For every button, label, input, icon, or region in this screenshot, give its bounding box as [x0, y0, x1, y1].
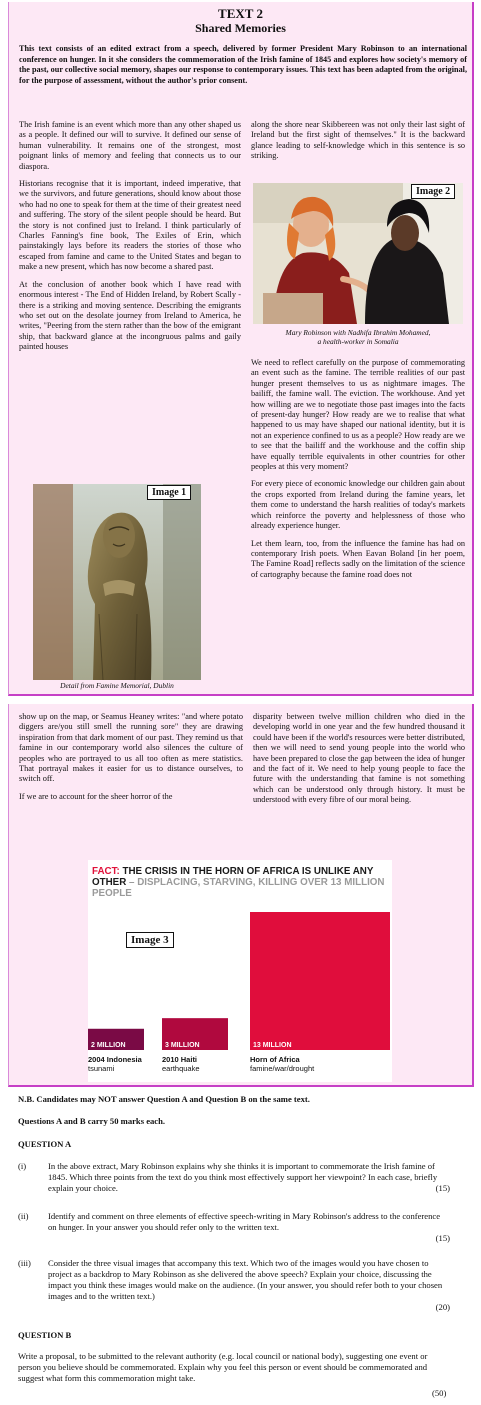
left-paragraph-3: At the conclusion of another book which I have read with enormous interest - The End of Hidden Ireland, by Robert Scally - there is a striking and moving sentence. Describing the emigrants who set out on the desolate journey from Ireland to America, he writes, "Peering from the stern rather than the bow of the emigrant ship, that backward glance at the incongruous palms and gaily painted houses	[19, 279, 241, 352]
panel2-left-paragraph-2: If we are to account for the sheer horror of the	[19, 791, 173, 801]
bar-value-label-2: 13 MILLION	[253, 1042, 292, 1049]
nb-instruction: N.B. Candidates may NOT answer Question A and Question B on the same text.	[18, 1094, 310, 1104]
image-2-caption	[253, 328, 463, 346]
image-1-caption: Detail from Famine Memorial, Dublin	[60, 681, 174, 690]
question-marks: (15)	[435, 1183, 450, 1193]
text-number-title: TEXT 2	[218, 6, 263, 21]
category-sublabel-1: earthquake	[162, 1064, 200, 1073]
image-1-label: Image 1	[147, 485, 191, 500]
intro-paragraph: This text consists of an edited extract from a speech, delivered by former President Mary Robinson to an international conference on hunger. In it she considers the commemoration of the Irish famine of 1845 and explores how society's memory of the past, our collective social memory, shapes our response to contemporary issues. This text has been adapted from the original, for the purpose of assessment, without the author's prior consent.	[19, 44, 467, 85]
question-b-heading: QUESTION B	[18, 1330, 72, 1340]
horn-of-africa-chart	[88, 860, 392, 1082]
question-b-text: Write a proposal, to be submitted to the relevant authority (e.g. local council or national body), suggesting one event or person you believe should be commemorated. Explain why you feel this person or event should be commemorated and suggest what form this commemoration might take.	[18, 1351, 428, 1383]
right-column-top	[251, 120, 465, 169]
right-paragraph-4: Let them learn, too, from the influence the famine has had on contemporary Irish poets. When Eavan Boland [in her poem, The Famine Road] reflects sadly on the limitation of the science of cartography because the famine road does not	[251, 538, 465, 579]
category-sublabel-2: famine/war/drought	[250, 1064, 315, 1073]
question-text: Consider the three visual images that accompany this text. Which two of the images would you have chosen to project as a backdrop to Mary Robinson as she delivered the above speech? Explain your choice, discussing the impact you think these images would make on the audience. (In your answer, you should refer both to your chosen images and to the written text.)	[48, 1258, 443, 1301]
bar-value-label-1: 3 MILLION	[165, 1042, 200, 1049]
question-text: Identify and comment on three elements of effective speech-writing in Mary Robinson's address to the conference on hunger. In your answer you should refer only to the written text.	[48, 1211, 441, 1232]
question-a-ii	[18, 1211, 450, 1247]
panel2-right-column	[253, 712, 465, 813]
category-label-2: Horn of Africa	[250, 1055, 300, 1064]
fact-prefix: FACT:	[92, 866, 120, 877]
bar-value-label-0: 2 MILLION	[91, 1042, 126, 1049]
right-column-bottom	[251, 358, 465, 587]
fact-main: THE CRISIS IN THE HORN OF AFRICA IS UNLIKE ANY OTHER	[92, 866, 374, 888]
question-a-i	[18, 1161, 450, 1197]
question-text: In the above extract, Mary Robinson explains why she thinks it is important to commemorate the Irish famine of 1845. Which three points from the text do you think most effectively support her viewpoint? In each case, briefly explain your choice.	[48, 1161, 438, 1193]
marks-instruction: Questions A and B carry 50 marks each.	[18, 1116, 166, 1126]
category-label-1: 2010 Haiti	[162, 1055, 198, 1064]
right-paragraph-3: For every piece of economic knowledge our children gain about the crops exported from Ireland during the famine years, let them come to understand the harsh realities of today's markets which reinforce the poverty and helplessness of those who already experience hunger.	[251, 479, 465, 531]
fact-sub: – DISPLACING, STARVING, KILLING OVER 13 MILLION PEOPLE	[92, 877, 385, 899]
famine-memorial-image	[33, 484, 201, 680]
text-subtitle: Shared Memories	[195, 21, 286, 35]
question-marks: (20)	[435, 1302, 450, 1312]
category-label-0: 2004 Indonesia	[88, 1055, 142, 1064]
category-sublabel-0: tsunami	[88, 1064, 115, 1073]
panel2-left-column	[19, 712, 243, 809]
image-2-caption-line-2: a health-worker in Somalia	[317, 337, 399, 346]
question-number: (i)	[18, 1161, 27, 1171]
image-3-label: Image 3	[126, 932, 174, 948]
question-a-heading: QUESTION A	[18, 1139, 72, 1149]
text-panel-top	[8, 2, 474, 696]
bar-2	[250, 912, 390, 1050]
left-paragraph-1: The Irish famine is an event which more than any other shaped us as a people. It defined our will to survive. It defined our sense of human vulnerability. It remains one of the strongest, most poignant links of memory and feeling that connects us to our diaspora.	[19, 120, 241, 171]
left-paragraph-2: Historians recognise that it is important, indeed imperative, that we the survivors, and future generations, should know about those who had no one to speak for them at the time of their greatest need and suffering. The story of the silent people should be heard. But the story is not confined just to Ireland. I think particularly of Charles Fanning's fine book, The Exiles of Erin, which painstakingly lays before its readers the stories of those who escaped from famine and came to the United States and began to make a new present, which has now become a shared past.	[19, 179, 241, 272]
question-number: (ii)	[18, 1211, 29, 1221]
right-paragraph-1: along the shore near Skibbereen was not only their last sight of Ireland but the first sight of themselves." It is the backward glance leading to self-knowledge which in this sentence is so striking.	[251, 120, 465, 161]
image-2-caption-line-1: Mary Robinson with Nadhifa Ibrahim Mohamed,	[285, 328, 431, 337]
robinson-somalia-photo	[253, 183, 463, 324]
question-b-marks: (50)	[432, 1388, 447, 1398]
left-column	[19, 120, 241, 360]
panel2-left-paragraph-1: show up on the map, or Seamus Heaney writes: "and where potato diggers are/you still smell the running sore" they are drawing inspiration from that dark moment of our past. They remind us that famine in our contemporary world also silences the culture of peoples who are portrayed to us all too often as mere statistics. That portrayal makes it easier for us to distance ourselves, to switch off.	[19, 712, 243, 784]
chart-svg	[88, 860, 392, 1082]
right-paragraph-2: We need to reflect carefully on the purpose of commemorating an event such as the famine. The terrible realities of our past hunger present themselves to us as nightmare images. The bailiff, the famine wall. The eviction. The workhouse. And yet how willing are we to negotiate those past images into the facts of present-day hunger? How ready are we to realise that what happened to us may have shaped our national identity, but it is not an experience confined to us as a people? How ready are we to see that the bailiff and the workhouse and the coffin ship have equally terrible equivalents in other countries for other peoples at this very moment?	[251, 358, 465, 472]
question-marks: (15)	[435, 1233, 450, 1243]
image-2-label: Image 2	[411, 184, 455, 199]
question-number: (iii)	[18, 1258, 31, 1268]
question-a-iii	[18, 1258, 450, 1318]
panel2-right-paragraph-1: disparity between twelve million children who died in the developing world in one year and the few hundred thousand it could have been if the world's resources were better distributed, then we will need to send young people into the world who have been prepared to close the gap between the idea of hunger and the fact of it. We need to help young people to face the future with the understanding that famine is not something which can be understood only through history. It must be understood with every fibre of our moral being.	[253, 712, 465, 805]
